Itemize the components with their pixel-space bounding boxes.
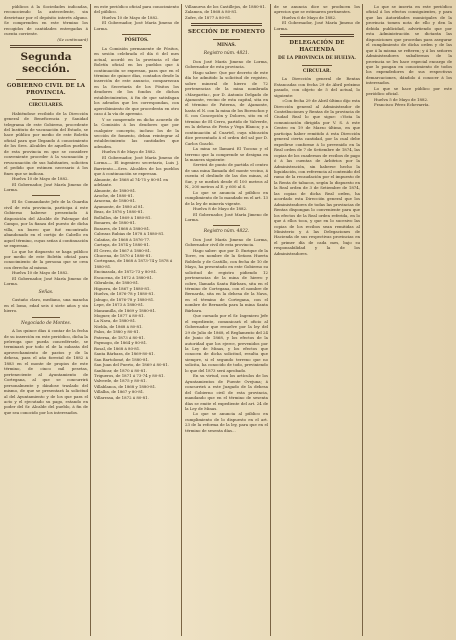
column-rule (270, 4, 271, 636)
town-list-item: Villablanca, de 1868 y 1880-81. (94, 383, 157, 389)
paragraph: de se anuncia dice se producen los aprecios que se estimaren pertinentes. (274, 4, 360, 15)
town-list-item: Cortegana, de 1868 á 1873-74 y 1878 á 1880-81. (94, 258, 173, 269)
town-list-item: Lepe, de 1873 á 1880-81. (94, 302, 145, 308)
signature: El Gobernador, José María Jimeno de Lorma.— El ingeniero secretario, Luis J. Barriento.—Sres. Alcaldes de los pueblos que á continuación se expresan. (94, 154, 179, 177)
paragraph: El Sr. Comandante Jefe de la Guardia civil de esta provincia, participa á este Gobierno haberse presentado á disposición del Alcalde de Palenque del Campo, por la fianza del puesto de dicha villa, un burro que fué encontrado abandonado en el cortijo de Cabello en aquel término, cuyas señas á continuación se expresan. (4, 199, 88, 249)
town-list (94, 177, 179, 401)
date-line: Huelva 8 de Mayo de 1882. (193, 206, 248, 212)
paragraph: Castaño claro, mediano, una mancha en el lomo, edad seis ó siete años y sin hierro. (4, 297, 88, 314)
subheading: DE LA PROVINCIA DE HUELVA. (278, 56, 356, 62)
town-list-item: Moguer, de 1877 á 80-81. (94, 312, 145, 318)
subheading: MINAS. (217, 42, 236, 48)
section-divider (10, 45, 82, 48)
town-list-item: Chucena, de 1870 á 1880-81. (94, 252, 152, 258)
divider (213, 39, 240, 40)
divider (32, 317, 60, 318)
subheading: PÓSITOS. (124, 38, 149, 44)
town-list-item: Palos, de 1880 y 80-81. (94, 329, 140, 335)
paragraph: La mina se llamará El Tocono y el terreno que la comprende se designa en la manera siguiente: (185, 146, 268, 163)
town-list-item: Beas, de 1876 y 1880-81. (94, 209, 144, 215)
paragraph: Lo que he dispuesto se haga público por medio de este Boletín oficial para conocimiento de la persona que se crea con derecho al mismo. (4, 248, 88, 270)
town-list-item: San Bartolomé, de 1880-81. (94, 356, 150, 362)
town-list-item: Santa Bárbara, de 1869-80-81. (94, 351, 155, 357)
date-line: Huelva 5 de Mayo de 1882. (374, 96, 429, 102)
government-heading: GOBIERNO CIVIL DE LA PROVINCIA. (6, 83, 86, 96)
town-list-item: Ayamonte, de 1880 al 81. (94, 203, 145, 209)
divider (122, 34, 151, 35)
paragraph: Lo que se anuncia al público en cumplimiento de lo mandado en el art. 13 de la ley de minería vigente. (185, 189, 268, 206)
column-rule (362, 4, 363, 636)
town-list-item: Valverde, de 1875 y 80-81. (94, 378, 147, 384)
paragraph: Servirá de punto de partida el centro de una mina llamada del monte vecino, á cuenta el deslinde de las dos minas, al Sur, y se medirá desde él 100 metros al N., 200 metros al E. y 600 al S. (185, 162, 268, 190)
column-4 (274, 4, 360, 636)
paragraph: Lo que se inserta en este periódico oficial á los efectos consiguientes, y para que las Autoridades municipales de la provincia tomen nota de ello y den la debida publicidad, advirtiendo que por esta Administración se dictarán las disposiciones que procedan para asegurar el cumplimiento de dicha orden y de las que á la misma se refieren; y á los señores Administradores subalternos de la provincia se les hace especial encargo de que lo pongan en conocimiento de todos los expendedores de sus respectivas demarcaciones, dándolo á conocer á los interesados. (366, 4, 452, 86)
town-list-item: Almonte, de 1868 al 74-75 y 80-81 en adelante. (94, 176, 169, 188)
column-rule (181, 4, 182, 636)
signature: Francisco Pérez Echevarría. (374, 102, 430, 108)
section-divider (280, 34, 354, 37)
column-5 (366, 4, 452, 636)
subheading: CIRCULARES. (28, 103, 64, 109)
town-list-item: Jabugo, de 1876-78 y 1880-81. (94, 296, 155, 302)
town-list-item: Sanlúcar, de 1870 á 80-81. (94, 367, 147, 373)
town-list-item: Niebla, de 1868 á 80-81. (94, 323, 143, 329)
divider (213, 225, 240, 226)
town-list-item: Higuera, de 1867 y 1880-81. (94, 285, 151, 291)
paragraph: en este periódico oficial para conocimiento del público. (94, 4, 179, 15)
town-list-item: Bollullos, de 1869 á 1880-81. (94, 214, 152, 220)
town-list-item: Almonte, de 1880-81. (94, 187, 137, 193)
paragraph: públicos á la Sociedades indicadas, reconociendo la antecedente, sin desvirtuar por el depósito interés alguno. Se comprenden en este término los recogidos de cantidades entregadas á cuenta corriente. (4, 4, 88, 37)
town-list-item: Villalba, de 1867 y 80-81. (94, 389, 145, 395)
town-list-item: La Nava, de 1880-81. (94, 318, 137, 324)
paragraph: Y se comprende en dicho acuerdo de la Comisión á los deudores que por cualquier concepto, incluso los de la sección de fomento, deban reintegrar al establecimiento las cantidades que adeuden. (94, 116, 179, 149)
divider (32, 195, 60, 196)
paragraph: Hago saber: que por D. Enrique de la Torre, en nombre de la Señora Huerta Robledo y de Castillo, con fecha de 10 de Mayo, ha presentado en este Gobierno su solicitud de registro pidiendo 12 pertenencias de la mina de hierro y cobre, llamada Santa Bárbara, sita en el término de Cortegana, con el nombre de Bernarda, sita en la dehesa de la Nava, en el término de Cortegana, con el nombre de Bernarda para la mina Santa Bárbara. (185, 247, 268, 313)
paragraph: Don José María Jimeno de Lorma, Gobernador de esta provincia. (185, 58, 268, 70)
paragraph: Zufre, de 1877 á 80-81. (185, 14, 232, 20)
date-line: Huelva 10 de Mayo de 1882. (102, 14, 159, 20)
divider (302, 65, 332, 66)
paragraph: Lo que se anuncia al público en cumplimiento de lo dispuesto en el art. 23 de la reforma de la ley, para que en el término de sesenta días... (185, 411, 268, 433)
town-list-item: Encinasola, de 1872-73 y 80-81. (94, 269, 158, 275)
subheading: Negociado de Montes. (20, 320, 71, 326)
signature: El Gobernador, José María Jimeno de Lorma. (274, 20, 360, 31)
date-line: Huelva 8 de Mayo de 1882. (102, 149, 157, 155)
date-line: Huelva 6 de Mayo de 1882. (282, 14, 337, 20)
town-list-item: Calañas, de 1868 á 1876-77. (94, 236, 151, 242)
column-rule (90, 4, 91, 636)
divider (16, 79, 76, 80)
town-list-item: Paterna, de 1873 á 80-81. (94, 334, 145, 340)
paragraph: La Dirección general de Rentas Estancadas con fecha 29 de Abril próximo pasado, con objeto de 5 del actual, lo siguiente: (274, 76, 360, 98)
paragraph: Villanueva de los Castillejos, de 1880-81. (185, 4, 267, 9)
town-list-item: Villarrasa, de 1872 á 80-81. (94, 394, 149, 400)
paragraph: Habiéndose recibido de la Dirección general de Beneficencia y Sanidad telegrama de este Gobierno, procedente del Instituto de vacunación del Estado, se hace público por medio de este Boletín oficial para que llegando á conocimiento de los Sres. Alcaldes de aquellos pueblos de esta provincia en que se considere conveniente proceder á la vacunación y revacunación de sus habitantes, soliciten el pedido que estimen necesario á los fines que se indican. (4, 110, 88, 176)
signature: El Gobernador, José María Jimeno de Lorma. (4, 275, 88, 287)
paragraph: En su virtud, con los artículos de los Ayuntamientos de Fuente Ovejuna; á concurrirá a este Juzgado de la dehesa del Gobierno civil de esta provincia, mandando que en el término de sesenta días se emite el expediente del art. 24 de la Ley de Minas. (185, 373, 268, 411)
town-list-item: El Cerro, de 1867 á 1880-81. (94, 247, 152, 253)
paragraph: Hago saber: Que por decreto de este día he admitido la solicitud de registro, sobre mineral de hierro de 72 pertenencias de la mina nombrada «Margarita», por D. Antonio Delgado de Ajamonte, vecino de esta capital, sita en el término de Paterna, de Ajamonte, hasta el N. con la mina de los Borrachos y S. con Concepción y Dolores, sito en el término de El Cerro, partido de Valverde, en la dehesa de Feria y Vega Blanca; y a continuación al Cuartel, cuya ubicación dice presentado á el orden del sal por D. Carlos Goachi. (185, 69, 268, 146)
subheading: Señas. (38, 289, 54, 295)
town-list-item: Bonares, de 1880-81. (94, 220, 137, 226)
paragraph: La Comisión permanente de Pósitos, en sesión celebrada el día 6 del mes actual, acordó en la provincia el dar Boletín oficial en los pueblos que á continuación se expresan, para que en el término de quince días, contados desde la inserción de este anuncio, comparezcan en la Secretaría de los Pósitos los deudores de los fondos de dichos establecimientos, á fin de que satisfagan los adeudos que les correspondan, con apercibimiento de que procederán en otro caso á la vía de apremio. (94, 45, 179, 117)
town-list-item: Gibraleón, de 1880-81. (94, 280, 140, 286)
town-list-item: Huelva, de 1876-78 y 1880-81. (94, 291, 155, 297)
section-divider (191, 23, 262, 26)
date-line: Huelva 10 de Mayo de 1882. (12, 270, 69, 276)
town-list-item: Escacena, de 1872 á 1880-81. (94, 274, 154, 280)
town-list-item: Manzanilla, de 1869 y 1880-81. (94, 307, 157, 313)
paragraph: A los quince días á contar de la fecha de su inserción en este periódico, dicha la prórroga que pueda concedérsele, se terminará por todo el de la subasta del aprovechamiento de pastos y de la dehesa, para el año forestal de 1882 á 1883 en el monte de propios de este término, de cinco mil pesetas, perteneciente al Ayuntamiento de Cortegana, al que se concurrirá personalmente y dándose traslado del mismo, de que se presentará la solicitud al del Ayuntamiento y de los que para el acto y el ejecutado su pago, estando en poder del Sr. Alcalde del pueblo, á fin de que sea conocido por los interesados. (4, 328, 88, 415)
town-list-item: Aracena, de 1880-81. (94, 198, 137, 204)
town-list-item: San Juan del Puerto, de 1869 á 80-81. (94, 362, 169, 368)
section-heading: DELEGACIÓN DE HACIENDA (289, 40, 345, 53)
town-list-item: Rosal, de 1868 á 80-81. (94, 345, 141, 351)
column-3 (185, 4, 268, 636)
divider (32, 99, 60, 100)
town-list-item: Cartaya, de 1874 y 1880-81. (94, 242, 151, 248)
town-list-item: Trigueros, de 1871 á 73-74 y 80-81. (94, 372, 165, 378)
signature: El Gobernador, José María Jimeno de Lorma. (4, 181, 88, 193)
section-title: Segunda sección. (20, 51, 72, 76)
subheading: CIRCULAR. (302, 68, 332, 74)
town-list-item: Aroche, de 1880-81. (94, 193, 134, 198)
registry-number: Registro núm. 4822. (203, 229, 250, 235)
paragraph: Don José María Jimeno de Lorma, Gobernador civil de esta provincia. (185, 236, 268, 248)
paragraph: Lo que se hace público por este periódico oficial. (366, 85, 452, 97)
paragraph: «Con fecha 29 de Abril último dijo esta Dirección general al Administrador de Contribuciones y Rentas de la provincia de Ciudad Real lo que sigue: «Vista la comunicación dirigida por V. S. á este Centro en 19 de Marzo último, en que participa haber remitido á esta Dirección general cierta cantidad, por la cual debe expedirse conforme á lo prevenido en la Real orden de 7 de Setiembre de 1874, las copias de los cuadernos de recibos de pago ó á las cuentas de Arbitrios por la Administración, sin haberse hecho la liquidación, con referencia al contenido del ramo de la recaudación por el impuesto de la Renta de tabacos, según lo dispuesto en la Real orden de 3 de Setiembre de 1874, las copias de dicha Real orden, ha acordado esta Dirección general que los Administradores de todas las provincias de Rentas dispongan lo conveniente para que los efectos de la Real orden referida, en lo que á ellos toca, y que en lo sucesivo las copias de los recibos sean remitidas al Ministerio y á las Delegaciones de Hacienda de sus respectivas provincias en el primer día de cada mes, bajo su responsabilidad y la de los Administradores. (274, 98, 360, 256)
town-list-item: Cabezas Rubias de 1878 á 1880-81. (94, 231, 165, 237)
paragraph: Que cursado por el Sr. Ingeniero Jefe el expediente, comunicará el oficio al Gobernador que resuelve por la ley del 29 de Julio de 1868, el Reglamento del 24 de Junio de 1868, y los efectos de la autoridad que los ejerce, prevenidos por la Ley de Minas, y los efectos que conocen de dicha solicitud, resulta que siempre, si el segundo terreno que no solicita, ha conocido de todo, previniendo lo que del 1873 será aprobado. (185, 313, 268, 373)
column-1 (4, 4, 88, 636)
signature: El Gobernador, José María Jimeno de Lorma. (185, 211, 268, 222)
paragraph: Zalamea, de 1868 á 80-81. (185, 9, 238, 15)
registry-number: Registro núm. 4821. (203, 51, 250, 57)
section-heading: SECCIÓN DE FOMENTO (187, 29, 266, 36)
town-list-item: Bozares, de 1868 á 1880-81. (94, 225, 151, 231)
column-2 (94, 4, 179, 636)
signature: El Gobernador, José María Jimeno de Lorma. (94, 20, 179, 31)
continuation-note: (Se continuará) (57, 36, 88, 42)
town-list-item: Paymogo, de 1864 y 80-81. (94, 340, 148, 346)
date-line: Huelva 10 de Mayo de 1882. (12, 176, 69, 182)
